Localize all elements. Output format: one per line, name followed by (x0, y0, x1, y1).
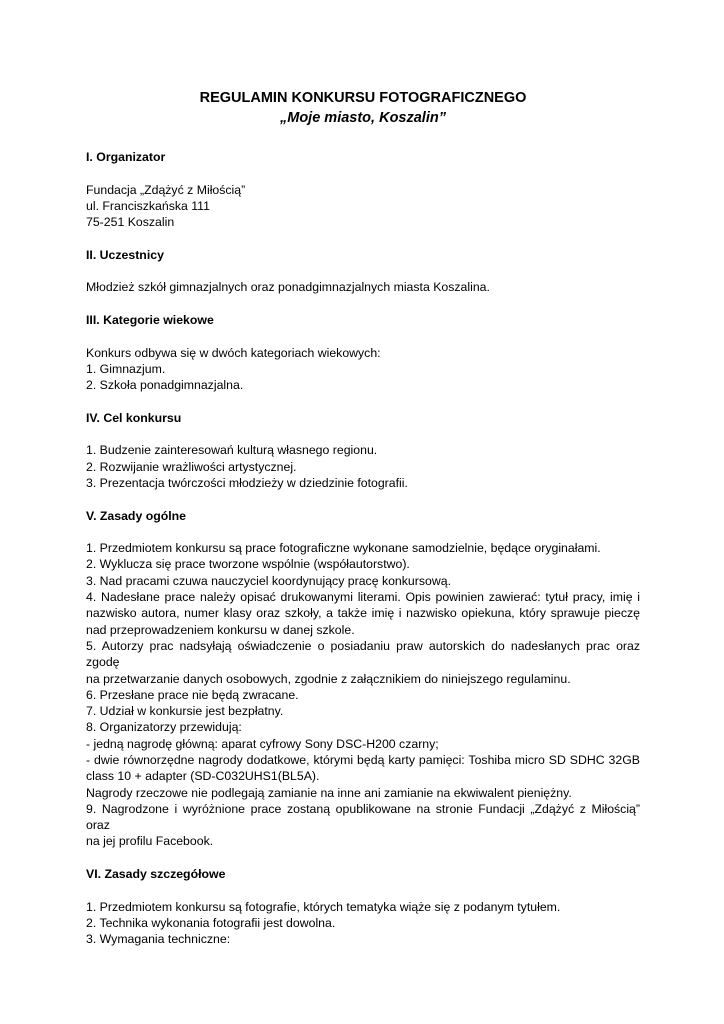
section-line: na przetwarzanie danych osobowych, zgodnie z załącznikiem do niniejszego regulaminu. (86, 671, 571, 686)
section-heading: V. Zasady ogólne (86, 508, 187, 523)
section-heading: III. Kategorie wiekowe (86, 312, 214, 327)
section-line: Fundacja „Zdążyć z Miłością” (86, 182, 246, 197)
section-line: 3. Nad pracami czuwa nauczyciel koordynujący pracę konkursową. (86, 573, 451, 588)
section-line: 75-251 Koszalin (86, 215, 175, 230)
section-line: 2. Technika wykonania fotografii jest dowolna. (86, 915, 336, 930)
section-line: 6. Przesłane prace nie będą zwracane. (86, 687, 299, 702)
section-spacer (86, 230, 640, 246)
section-heading: VI. Zasady szczegółowe (86, 867, 226, 882)
section-6 (86, 866, 640, 947)
section-line: 7. Udział w konkursie jest bezpłatny. (86, 704, 284, 719)
section-line: na jej profilu Facebook. (86, 834, 214, 849)
section-line: nad przeprowadzeniem konkursu w danej szkole. (86, 622, 355, 637)
section-line: 2. Rozwijanie wrażliwości artystycznej. (86, 459, 297, 474)
section-2 (86, 247, 640, 312)
section-line: nazwisko autora, numer klasy oraz szkoły, a także imię i nazwisko opiekuna, który sprawuje pieczę (86, 606, 640, 621)
section-heading: I. Organizator (86, 150, 166, 164)
section-line: 1. Gimnazjum. (86, 361, 166, 376)
section-1 (86, 149, 640, 247)
section-line: 4. Nadesłane prace należy opisać drukowanymi literami. Opis powinien zawierać: tytuł pracy, imię i (86, 590, 640, 605)
document-page (86, 88, 640, 948)
section-line: 1. Przedmiotem konkursu są prace fotograficzne wykonane samodzielnie, będące oryginałami. (86, 541, 601, 556)
section-spacer (86, 296, 640, 312)
section-heading: II. Uczestnicy (86, 247, 164, 262)
document-subtitle: „Moje miasto, Koszalin” (280, 110, 446, 126)
section-line: 8. Organizatorzy przewidują: (86, 720, 242, 735)
section-line: class 10 + adapter (SD-C032UHS1(BL5A). (86, 769, 320, 784)
section-3 (86, 312, 640, 410)
section-line: 1. Budzenie zainteresowań kulturą własnego regionu. (86, 443, 378, 458)
document-title: REGULAMIN KONKURSU FOTOGRAFICZNEGO (199, 90, 527, 106)
section-line: ul. Franciszkańska 111 (86, 198, 210, 213)
section-line: 2. Wyklucza się prace tworzone wspólnie (współautorstwo). (86, 557, 410, 572)
section-5 (86, 508, 640, 867)
section-line: 3. Wymagania techniczne: (86, 932, 231, 947)
section-spacer (86, 491, 640, 507)
section-line: 9. Nagrodzone i wyróżnione prace zostaną opublikowane na stronie Fundacji „Zdążyć z Miłością” oraz (86, 801, 640, 833)
sections-container (86, 149, 640, 948)
section-line: Młodzież szkół gimnazjalnych oraz ponadgimnazjalnych miasta Koszalina. (86, 280, 490, 295)
section-heading: IV. Cel konkursu (86, 410, 182, 425)
section-line: 3. Prezentacja twórczości młodzieży w dziedzinie fotografii. (86, 475, 408, 490)
section-line: 1. Przedmiotem konkursu są fotografie, których tematyka wiąże się z podanym tytułem. (86, 899, 561, 914)
section-line: Nagrody rzeczowe nie podlegają zamianie na inne ani zamianie na ekwiwalent pieniężny. (86, 785, 572, 800)
section-spacer (86, 850, 640, 866)
section-line: - dwie równorzędne nagrody dodatkowe, którymi będą karty pamięci: Toshiba micro SD SDHC 32GB (86, 752, 640, 767)
section-line: 2. Szkoła ponadgimnazjalna. (86, 378, 244, 393)
section-line: - jedną nagrodę główną: aparat cyfrowy Sony DSC-H200 czarny; (86, 736, 439, 751)
section-4 (86, 410, 640, 508)
section-line: Konkurs odbywa się w dwóch kategoriach wiekowych: (86, 345, 381, 360)
section-spacer (86, 393, 640, 409)
section-line: 5. Autorzy prac nadsyłają oświadczenie o posiadaniu praw autorskich do nadesłanych prac oraz zgodę (86, 638, 640, 670)
